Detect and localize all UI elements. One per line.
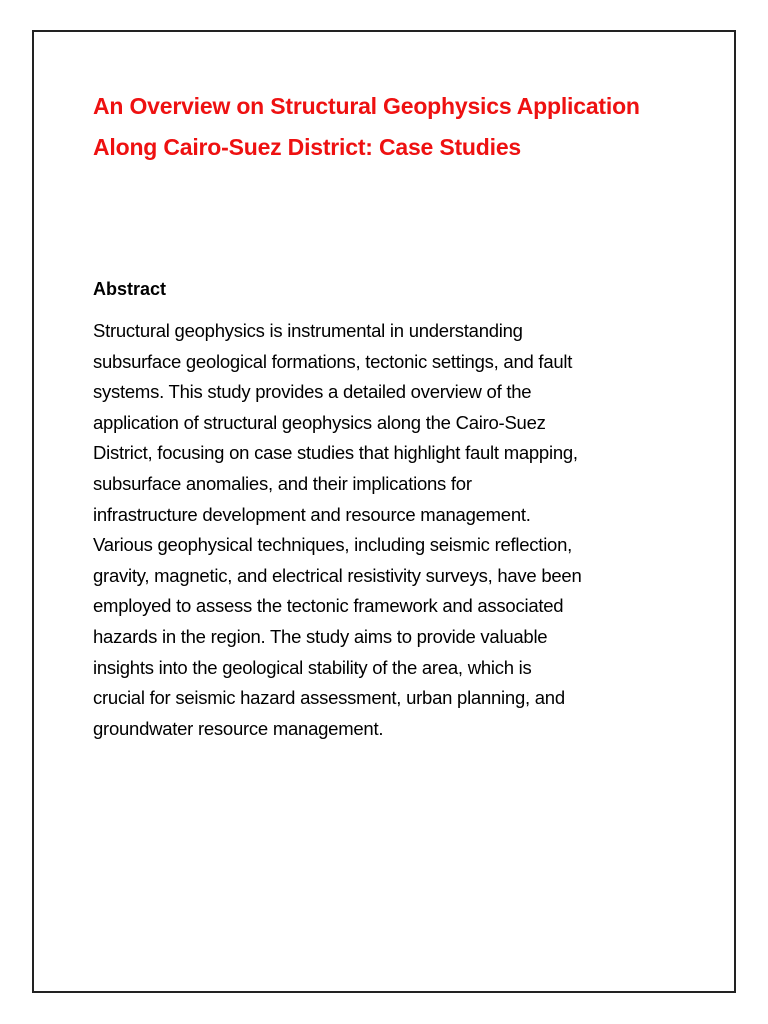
abstract-body: [93, 316, 683, 744]
abstract-line: insights into the geological stability of the area, which is: [93, 656, 532, 678]
abstract-line: gravity, magnetic, and electrical resistivity surveys, have been: [93, 564, 582, 586]
abstract-line: hazards in the region. The study aims to provide valuable: [93, 625, 548, 647]
abstract-line: infrastructure development and resource management.: [93, 503, 531, 525]
abstract-line: groundwater resource management.: [93, 717, 384, 739]
abstract-line: crucial for seismic hazard assessment, urban planning, and: [93, 687, 565, 709]
abstract-line: subsurface geological formations, tectonic settings, and fault: [93, 350, 573, 372]
abstract-heading: Abstract: [93, 279, 167, 299]
abstract-line: employed to assess the tectonic framework and associated: [93, 595, 564, 617]
abstract-line: Various geophysical techniques, including seismic reflection,: [93, 534, 573, 556]
abstract-line: subsurface anomalies, and their implications for: [93, 472, 472, 494]
abstract-line: District, focusing on case studies that highlight fault mapping,: [93, 442, 578, 464]
document-title: An Overview on Structural Geophysics Application Along Cairo-Suez District: Case Studies: [93, 93, 640, 160]
abstract-line: application of structural geophysics along the Cairo-Suez: [93, 411, 546, 433]
abstract-line: systems. This study provides a detailed overview of the: [93, 381, 532, 403]
abstract-line: Structural geophysics is instrumental in understanding: [93, 320, 523, 341]
